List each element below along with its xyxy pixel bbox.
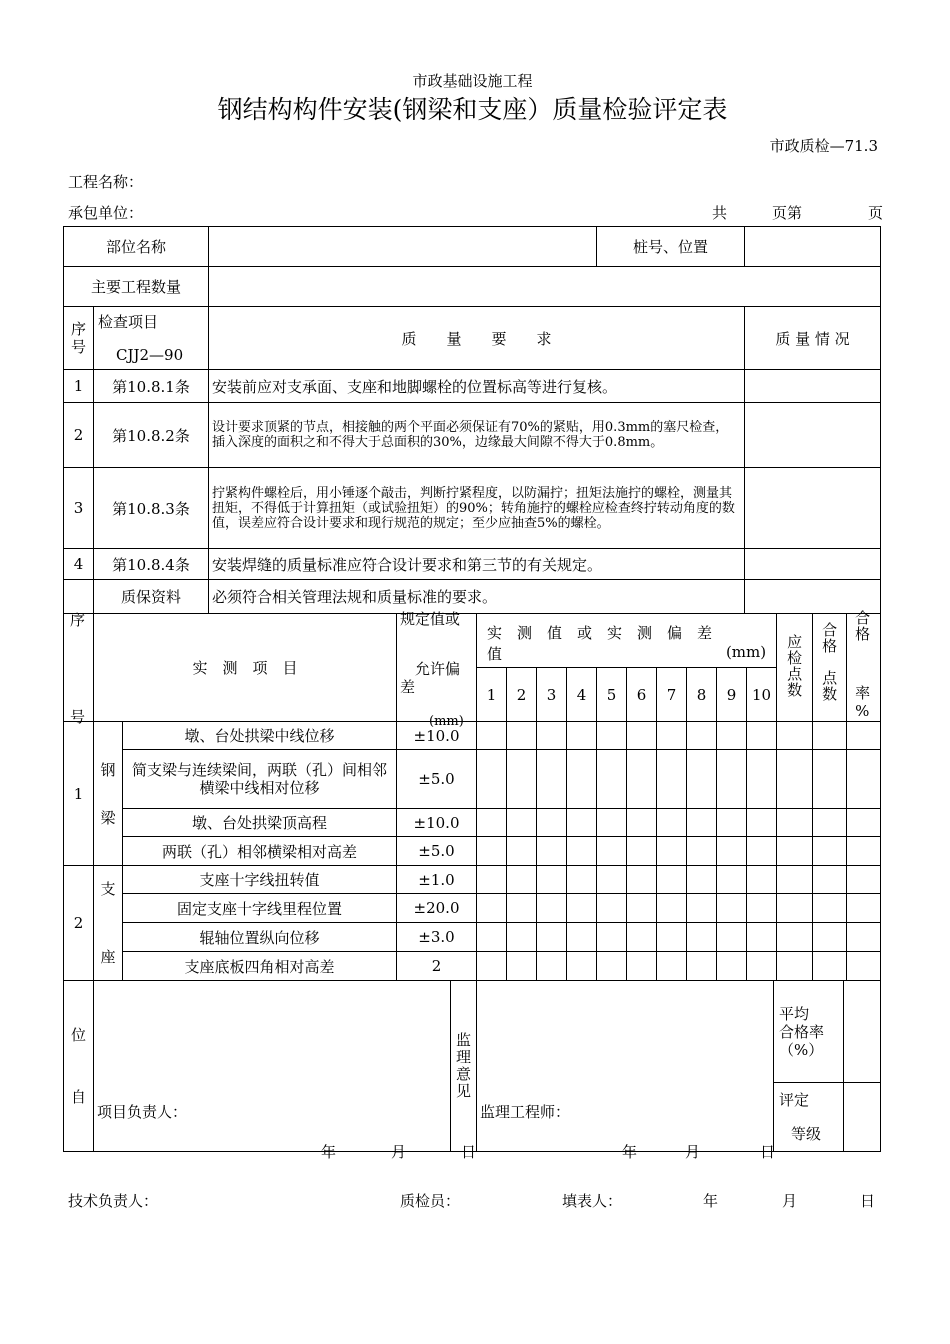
check-clause: 第10.8.1条 (94, 370, 209, 403)
measure-cell[interactable] (597, 750, 627, 809)
measure-cell[interactable] (477, 866, 507, 894)
seq-bottom: 号 (70, 708, 86, 726)
measure-cell[interactable] (477, 809, 507, 837)
pass-rate-header (847, 609, 881, 722)
allowed-mid2: 差 (400, 678, 416, 696)
measure-cell[interactable] (687, 750, 717, 809)
measured-header (477, 614, 777, 668)
measure-cell[interactable] (567, 923, 597, 952)
col-header: 5 (597, 668, 627, 722)
measure-cell[interactable] (747, 750, 777, 809)
col-header: 7 (657, 668, 687, 722)
measure-cell[interactable] (717, 722, 747, 750)
pile-position-value[interactable] (745, 227, 881, 267)
measure-cell[interactable] (537, 952, 567, 981)
tech-leader-label: 技术负责人： (68, 1192, 159, 1210)
measure-item: 墩、台处拱梁中线位移 (123, 722, 397, 750)
project-month: 月 (391, 1143, 407, 1161)
measure-cell[interactable] (657, 722, 687, 750)
measure-cell[interactable] (537, 750, 567, 809)
measure-cell[interactable] (567, 894, 597, 923)
measure-cell[interactable] (567, 866, 597, 894)
supervisor-label: 监理工程师： (480, 1103, 571, 1121)
project-leader-label: 项目负责人： (97, 1103, 188, 1121)
allowed-mid: 允许偏 (415, 660, 461, 678)
allowed-unit: (mm) (429, 714, 464, 729)
allowed-value: ±1.0 (397, 866, 477, 894)
seq-top: 序 (70, 611, 86, 629)
measure-cell[interactable] (747, 809, 777, 837)
measure-cell[interactable] (747, 722, 777, 750)
check-text: 安装焊缝的质量标准应符合设计要求和第三节的有关规定。 (209, 549, 745, 580)
check-status[interactable] (745, 549, 881, 580)
measure-cell[interactable] (507, 809, 537, 837)
measure-cell[interactable] (627, 923, 657, 952)
check-status[interactable] (745, 468, 881, 549)
pass-points-cell[interactable] (813, 866, 847, 894)
supervisor-month: 月 (685, 1143, 701, 1161)
group-label-b: 梁 (100, 808, 116, 827)
measured-label-2: 值 (487, 645, 503, 663)
measure-cell[interactable] (477, 750, 507, 809)
measure-cell[interactable] (537, 837, 567, 866)
measure-cell[interactable] (687, 923, 717, 952)
col-header: 3 (537, 668, 567, 722)
measure-item: 支座底板四角相对高差 (123, 952, 397, 981)
check-status[interactable] (745, 370, 881, 403)
pass-points-cell[interactable] (813, 923, 847, 952)
check-text: 拧紧构件螺栓后，用小锤逐个敲击，判断拧紧程度，以防漏拧；扭矩法施拧的螺栓，测量其扭矩，不得低于计算扭矩（或试验扭矩）的90%；转角施拧的螺栓应检查终拧转动角度的数值，误差应符合设计要求和现行规范的规定；至少应抽查5%的螺栓。 (209, 468, 745, 549)
pass-rate-top: 合 格 (855, 609, 871, 643)
measured-unit: (mm) (725, 643, 767, 661)
main-quantity-label: 主要工程数量 (64, 267, 209, 307)
pass-rate-cell[interactable] (847, 952, 881, 981)
measure-cell[interactable] (477, 923, 507, 952)
points-cell[interactable] (777, 809, 813, 837)
measure-cell[interactable] (597, 722, 627, 750)
footer-month: 月 (782, 1192, 798, 1210)
measure-cell[interactable] (537, 894, 567, 923)
group-label (94, 866, 123, 981)
check-clause: 第10.8.2条 (94, 403, 209, 468)
measure-cell[interactable] (507, 894, 537, 923)
pass-points-cell[interactable] (813, 837, 847, 866)
measure-cell[interactable] (567, 809, 597, 837)
measure-cell[interactable] (567, 837, 597, 866)
measure-cell[interactable] (477, 837, 507, 866)
measure-item: 墩、台处拱梁顶高程 (123, 809, 397, 837)
allowed-top: 规定值或 (400, 610, 461, 628)
self-eval-label (64, 981, 94, 1152)
measure-item: 辊轴位置纵向位移 (123, 923, 397, 952)
rating-label (774, 1083, 844, 1152)
measure-cell[interactable] (567, 722, 597, 750)
measure-cell[interactable] (717, 894, 747, 923)
measure-cell[interactable] (627, 809, 657, 837)
seq-header: 序 号 (64, 307, 94, 370)
part-name-value[interactable] (209, 227, 597, 267)
self-eval-b: 自 (70, 1088, 86, 1106)
pass-points-cell[interactable] (813, 722, 847, 750)
measure-cell[interactable] (507, 923, 537, 952)
measured-label: 实 测 值 或 实 测 偏 差 (487, 624, 713, 642)
measure-cell[interactable] (657, 923, 687, 952)
check-text: 安装前应对支承面、支座和地脚螺栓的位置标高等进行复核。 (209, 370, 745, 403)
points-cell[interactable] (777, 837, 813, 866)
pass-points-cell[interactable] (813, 952, 847, 981)
measure-cell[interactable] (567, 952, 597, 981)
supervisor-day: 日 (760, 1143, 776, 1161)
measure-cell[interactable] (567, 750, 597, 809)
subtitle: 市政基础设施工程 (412, 72, 533, 90)
col-header: 1 (477, 668, 507, 722)
check-item-header (94, 307, 209, 370)
filler-label: 填表人： (562, 1192, 623, 1210)
measure-cell[interactable] (657, 866, 687, 894)
measure-table (63, 609, 881, 981)
measure-cell[interactable] (747, 866, 777, 894)
measure-cell[interactable] (627, 952, 657, 981)
supervisor-sign-area (477, 981, 776, 1161)
measure-cell[interactable] (717, 750, 747, 809)
group-label-a: 钢 (100, 760, 116, 779)
check-clause: 第10.8.3条 (94, 468, 209, 549)
rating-value[interactable] (844, 1083, 881, 1152)
points-cell[interactable] (777, 894, 813, 923)
measure-cell[interactable] (477, 952, 507, 981)
pile-position-label: 桩号、位置 (597, 227, 745, 267)
allowed-header (397, 610, 477, 729)
measure-cell[interactable] (477, 722, 507, 750)
measure-item: 两联（孔）相邻横梁相对高差 (123, 837, 397, 866)
check-item-label: 检查项目 (98, 313, 159, 331)
allowed-value: ±20.0 (397, 894, 477, 923)
project-year: 年 (321, 1143, 337, 1161)
check-clause: 第10.8.4条 (94, 549, 209, 580)
measure-cell[interactable] (627, 866, 657, 894)
measure-cell[interactable] (717, 923, 747, 952)
check-text: 设计要求顶紧的节点，相接触的两个平面必须保证有70%的紧贴，用0.3mm的塞尺检查，插入深度的面积之和不得大于总面积的30%，边缘最大间隙不得大于0.8mm。 (209, 403, 745, 468)
allowed-value: ±5.0 (397, 750, 477, 809)
measure-cell[interactable] (747, 837, 777, 866)
page-title: 钢结构构件安装(钢梁和支座）质量检验评定表 (217, 95, 728, 124)
rating-b: 等级 (791, 1125, 822, 1143)
measure-cell[interactable] (657, 894, 687, 923)
measure-seq-header (64, 611, 94, 726)
col-header: 9 (717, 668, 747, 722)
measure-item: 固定支座十字线里程位置 (123, 894, 397, 923)
standard-label: CJJ2—90 (116, 346, 184, 364)
main-quantity-value[interactable] (209, 267, 881, 307)
page-mid: 页第 (772, 204, 803, 222)
pass-rate-cell[interactable] (847, 923, 881, 952)
measure-cell[interactable] (657, 809, 687, 837)
check-no: 3 (64, 468, 94, 549)
pass-rate-cell[interactable] (847, 750, 881, 809)
measure-cell[interactable] (717, 837, 747, 866)
allowed-value: ±3.0 (397, 923, 477, 952)
col-header: 4 (567, 668, 597, 722)
measure-cell[interactable] (717, 866, 747, 894)
measure-cell[interactable] (597, 809, 627, 837)
measure-cell[interactable] (597, 923, 627, 952)
pass-rate-cell[interactable] (847, 722, 881, 750)
pass-rate-cell[interactable] (847, 866, 881, 894)
points-cell[interactable] (777, 722, 813, 750)
pass-points-header: 合 格 点 数 (813, 614, 847, 722)
measure-cell[interactable] (507, 866, 537, 894)
self-eval-a: 位 (70, 1026, 86, 1044)
pass-points-cell[interactable] (813, 809, 847, 837)
col-header: 10 (747, 668, 777, 722)
points-cell[interactable] (777, 923, 813, 952)
measure-cell[interactable] (687, 722, 717, 750)
measure-cell[interactable] (507, 837, 537, 866)
avg-pass-rate-label: 平均 合格率 （%） (774, 981, 844, 1083)
col-header: 6 (627, 668, 657, 722)
measure-cell[interactable] (657, 750, 687, 809)
group-no: 2 (64, 866, 94, 981)
check-no: 4 (64, 549, 94, 580)
measure-cell[interactable] (687, 837, 717, 866)
measure-cell[interactable] (507, 952, 537, 981)
form-code: 市政质检—71.3 (769, 137, 878, 155)
group-no: 1 (64, 722, 94, 866)
status-header: 质 量 情 况 (745, 307, 881, 370)
check-no: 2 (64, 403, 94, 468)
measure-cell[interactable] (597, 894, 627, 923)
signature-table (63, 980, 881, 1161)
part-name-label: 部位名称 (64, 227, 209, 267)
measure-cell[interactable] (747, 952, 777, 981)
supervisor-year: 年 (622, 1143, 638, 1161)
measure-cell[interactable] (507, 750, 537, 809)
check-status[interactable] (745, 403, 881, 468)
project-name-label: 工程名称： (68, 173, 144, 191)
points-cell[interactable] (777, 952, 813, 981)
col-header: 8 (687, 668, 717, 722)
measure-cell[interactable] (597, 952, 627, 981)
points-cell[interactable] (777, 750, 813, 809)
measure-cell[interactable] (627, 722, 657, 750)
measure-cell[interactable] (597, 837, 627, 866)
pass-rate-cell[interactable] (847, 837, 881, 866)
allowed-value: 2 (397, 952, 477, 981)
footer-year: 年 (703, 1192, 719, 1210)
rating-a: 评定 (779, 1091, 810, 1109)
measure-cell[interactable] (687, 952, 717, 981)
project-day: 日 (461, 1143, 477, 1161)
measure-cell[interactable] (747, 923, 777, 952)
measure-cell[interactable] (717, 952, 747, 981)
measure-item: 支座十字线扭转值 (123, 866, 397, 894)
inspector-label: 质检员： (400, 1192, 461, 1210)
measure-cell[interactable] (627, 894, 657, 923)
measure-cell[interactable] (717, 809, 747, 837)
pass-rate-cell[interactable] (847, 894, 881, 923)
points-header: 应 检 点 数 (777, 614, 813, 722)
page-end: 页 (868, 204, 884, 222)
measure-cell[interactable] (627, 837, 657, 866)
pass-points-cell[interactable] (813, 894, 847, 923)
pass-rate-cell[interactable] (847, 809, 881, 837)
contractor-label: 承包单位： (68, 204, 144, 222)
measure-cell[interactable] (507, 722, 537, 750)
points-cell[interactable] (777, 866, 813, 894)
measure-item: 简支梁与连续梁间，两联（孔）间相邻横梁中线相对位移 (123, 750, 397, 809)
group-label (94, 722, 123, 866)
quality-docs-label: 质保资料 (94, 580, 209, 614)
avg-pass-rate-value[interactable] (844, 981, 881, 1083)
measure-cell[interactable] (537, 866, 567, 894)
measure-cell[interactable] (747, 894, 777, 923)
col-header: 2 (507, 668, 537, 722)
supervision-opinion-label: 监 理 意 见 (451, 981, 477, 1152)
measure-cell[interactable] (627, 750, 657, 809)
measure-item-header: 实 测 项 目 (94, 614, 397, 722)
measure-cell[interactable] (657, 952, 687, 981)
measure-cell[interactable] (597, 866, 627, 894)
measure-cell[interactable] (687, 866, 717, 894)
check-no: 1 (64, 370, 94, 403)
pass-rate-bottom: 率 % (855, 684, 871, 720)
measure-cell[interactable] (477, 894, 507, 923)
measure-cell[interactable] (687, 894, 717, 923)
requirement-header: 质 量 要 求 (209, 307, 745, 370)
measure-cell[interactable] (687, 809, 717, 837)
measure-cell[interactable] (537, 809, 567, 837)
check-table (63, 226, 881, 614)
page-total: 共 (712, 204, 728, 222)
measure-cell[interactable] (537, 923, 567, 952)
measure-cell[interactable] (657, 837, 687, 866)
allowed-value: ±10.0 (397, 809, 477, 837)
footer-day: 日 (860, 1192, 876, 1210)
pass-points-cell[interactable] (813, 750, 847, 809)
allowed-value: ±5.0 (397, 837, 477, 866)
measure-cell[interactable] (537, 722, 567, 750)
quality-docs-text: 必须符合相关管理法规和质量标准的要求。 (209, 580, 745, 614)
group-label-a: 支 (100, 880, 116, 898)
group-label-b: 座 (100, 948, 116, 966)
allowed-value: ±10.0 (397, 722, 477, 750)
